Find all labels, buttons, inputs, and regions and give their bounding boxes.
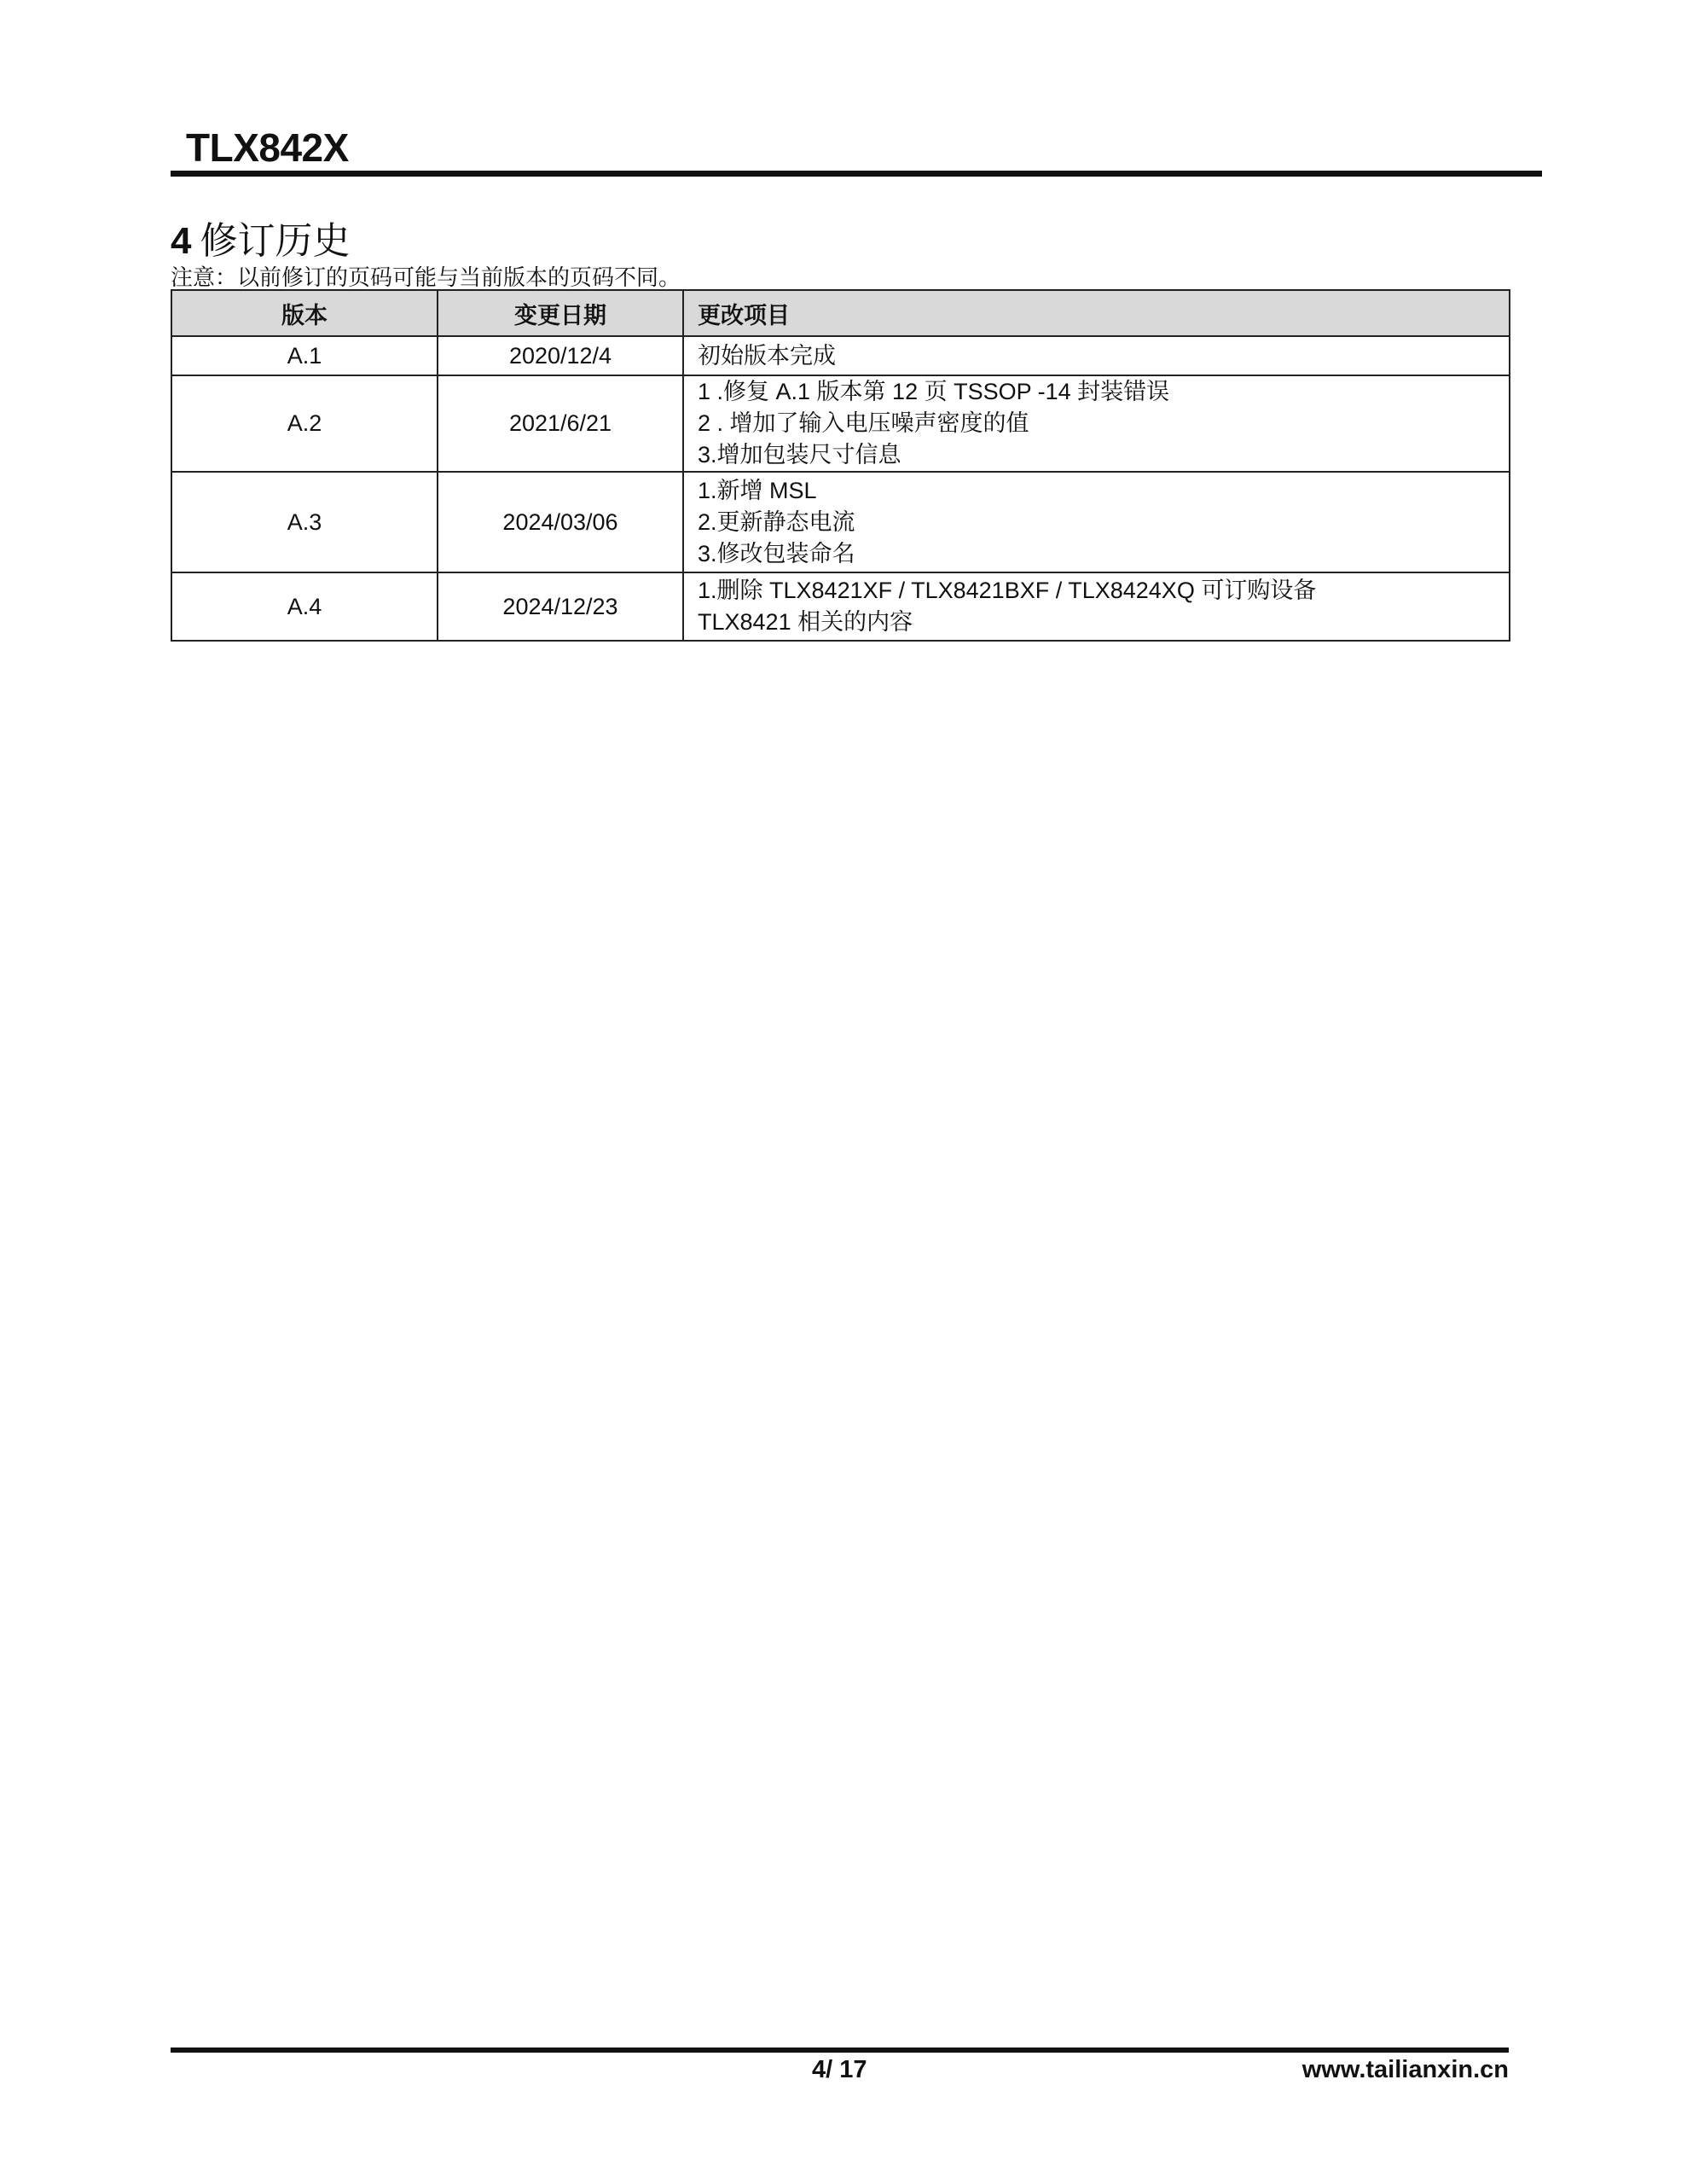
- changes-cell: [683, 336, 1510, 375]
- column-header-version: 版本: [171, 290, 438, 336]
- table-row: [171, 375, 1510, 472]
- change-line: 1.删除 TLX8421XF / TLX8421BXF / TLX8424XQ 可订购设备: [698, 578, 1317, 603]
- date-cell: 2024/03/06: [438, 472, 683, 572]
- footer-divider: [171, 2048, 1509, 2053]
- section-title: 修订历史: [200, 220, 351, 262]
- version-cell: A.3: [171, 472, 438, 572]
- date-cell: 2021/6/21: [438, 375, 683, 472]
- column-header-changes: 更改项目: [683, 290, 1510, 336]
- section-number: 4: [171, 220, 192, 262]
- change-line: TLX8421 相关的内容: [698, 609, 913, 635]
- change-line: 3.修改包装命名: [698, 540, 855, 566]
- change-line: 1 .修复 A.1 版本第 12 页 TSSOP -14 封装错误: [698, 379, 1170, 404]
- table-row: [171, 572, 1510, 641]
- revision-note: 注意：以前修订的页码可能与当前版本的页码不同。: [171, 264, 681, 290]
- change-line: 2 . 增加了输入电压噪声密度的值: [698, 410, 1029, 436]
- changes-cell: [683, 375, 1510, 472]
- change-line: 初始版本完成: [698, 342, 836, 369]
- table-row: [171, 472, 1510, 572]
- changes-cell: [683, 572, 1510, 641]
- table-row: [171, 336, 1510, 375]
- table-header-row: [171, 290, 1510, 336]
- change-line: 3.增加包装尺寸信息: [698, 442, 901, 468]
- website-url: www.tailianxin.cn: [1301, 2056, 1509, 2083]
- change-line: 2.更新静态电流: [698, 508, 855, 535]
- page-number: 4/ 17: [812, 2056, 867, 2083]
- version-cell: A.1: [171, 336, 438, 375]
- section-heading: [171, 210, 350, 264]
- date-cell: 2024/12/23: [438, 572, 683, 641]
- changes-cell: [683, 472, 1510, 572]
- revision-history-table: [171, 289, 1510, 642]
- document-header-title: TLX842X: [186, 125, 349, 170]
- header-divider: [171, 171, 1542, 177]
- version-cell: A.2: [171, 375, 438, 472]
- column-header-date: 变更日期: [438, 290, 683, 336]
- date-cell: 2020/12/4: [438, 336, 683, 375]
- change-line: 1.新增 MSL: [698, 477, 817, 503]
- version-cell: A.4: [171, 572, 438, 641]
